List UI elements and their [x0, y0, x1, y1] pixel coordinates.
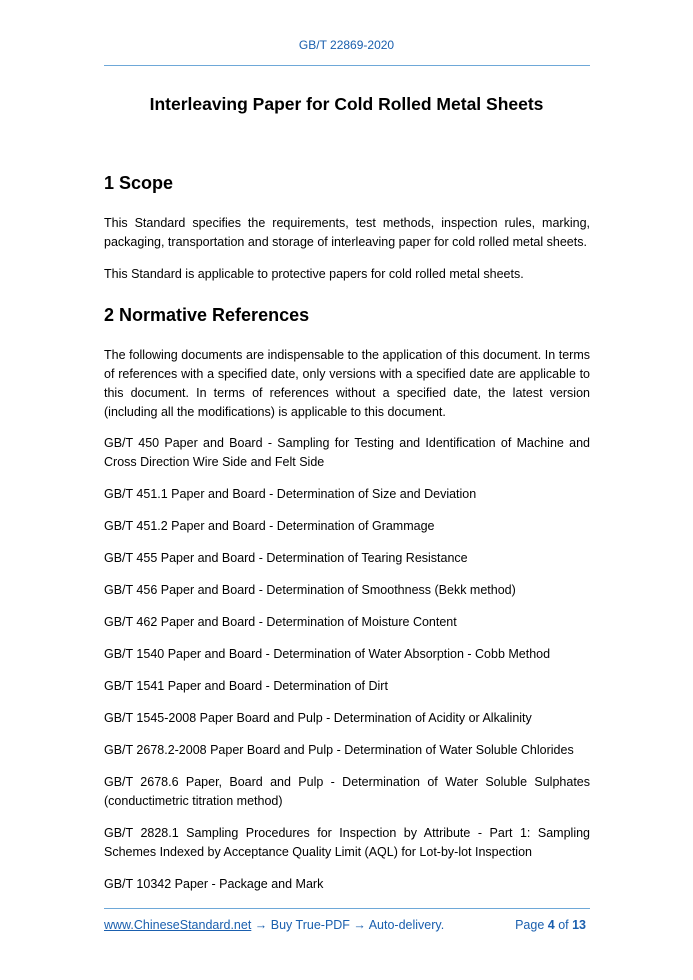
reference-item: GB/T 1541 Paper and Board - Determination of Dirt: [104, 679, 388, 693]
footer-divider: [104, 908, 590, 909]
section-heading-scope: 1 Scope: [104, 173, 174, 193]
scope-paragraph-2: This Standard is applicable to protective papers for cold rolled metal sheets.: [104, 267, 524, 281]
page-label: Page: [515, 918, 548, 932]
reference-item: GB/T 2678.2-2008 Paper Board and Pulp - Determination of Water Soluble Chlorides: [104, 743, 574, 757]
header-standard-code: GB/T 22869-2020: [298, 38, 395, 52]
section-heading-normative-references: 2 Normative References: [104, 305, 310, 325]
reference-item: GB/T 10342 Paper - Package and Mark: [104, 877, 324, 891]
reference-item: GB/T 462 Paper and Board - Determination of Moisture Content: [104, 615, 457, 629]
reference-item: GB/T 1540 Paper and Board - Determination of Water Absorption - Cobb Method: [104, 647, 551, 661]
footer-promo-text: → Buy True-PDF → Auto-delivery.: [251, 918, 445, 932]
reference-item: GB/T 451.2 Paper and Board - Determination of Grammage: [104, 519, 435, 533]
document-title: Interleaving Paper for Cold Rolled Metal Sheets: [149, 94, 544, 114]
reference-item: GB/T 2678.6 Paper, Board and Pulp - Determination of Water Soluble Sulphates (conductimetric titration method): [104, 775, 590, 808]
reference-item: GB/T 450 Paper and Board - Sampling for Testing and Identification of Machine and Cross Direction Wire Side and Felt Side: [104, 436, 590, 469]
page-indicator: [515, 918, 586, 932]
reference-item: GB/T 455 Paper and Board - Determination of Tearing Resistance: [104, 551, 468, 565]
reference-item: GB/T 1545-2008 Paper Board and Pulp - Determination of Acidity or Alkalinity: [104, 711, 532, 725]
page-number: 4: [547, 918, 555, 932]
website-link[interactable]: www.ChineseStandard.net: [104, 918, 252, 932]
reference-item: GB/T 456 Paper and Board - Determination of Smoothness (Bekk method): [104, 583, 516, 597]
page-of-label: of: [554, 918, 573, 932]
reference-item: GB/T 451.1 Paper and Board - Determination of Size and Deviation: [104, 487, 477, 501]
scope-paragraph-1: This Standard specifies the requirements, test methods, inspection rules, marking, packaging, transportation and storage of interleaving paper for cold rolled metal sheets.: [104, 216, 590, 249]
page-total: 13: [572, 918, 586, 932]
page-footer: [104, 918, 590, 932]
header-divider: [104, 65, 590, 66]
reference-item: GB/T 2828.1 Sampling Procedures for Inspection by Attribute - Part 1: Sampling Schemes Indexed by Acceptance Quality Limit (AQL) for Lot-by-lot Inspection: [104, 826, 590, 859]
references-intro-paragraph: The following documents are indispensable to the application of this document. In terms of references with a specified date, only versions with a specified date are applicable to this document. In terms of references without a specified date, the latest version (including all the modifications) is applicable to this document.: [104, 348, 590, 419]
